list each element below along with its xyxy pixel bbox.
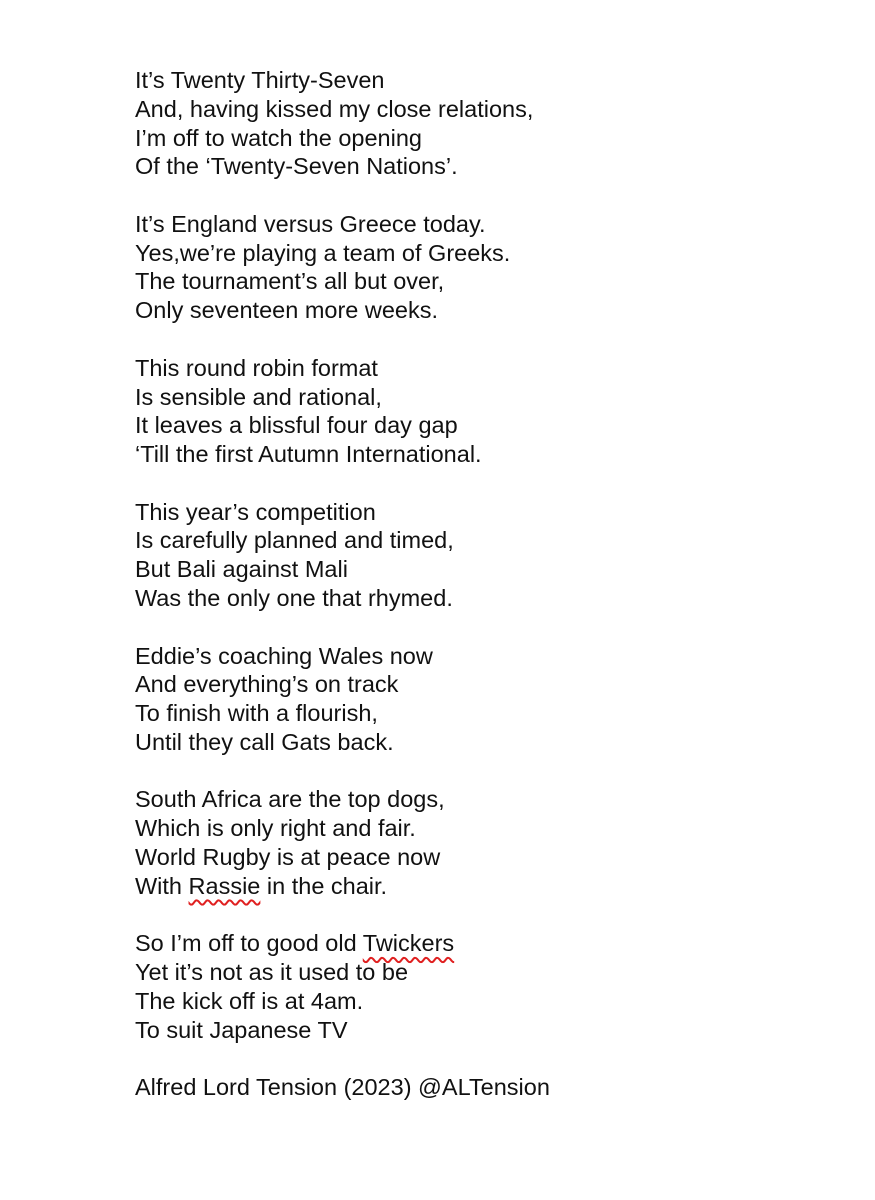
poem-line: This year’s competition bbox=[135, 498, 376, 525]
poem-line: Yet it’s not as it used to be bbox=[135, 959, 409, 986]
poem-line: To suit Japanese TV bbox=[135, 1016, 348, 1043]
stanza bbox=[135, 642, 835, 757]
poem-line: Is carefully planned and timed, bbox=[135, 527, 454, 554]
poem-line: And, having kissed my close relations, bbox=[135, 95, 534, 122]
poem-line: But Bali against Mali bbox=[135, 556, 348, 583]
poem-line: To finish with a flourish, bbox=[135, 700, 378, 727]
poem-line: It leaves a blissful four day gap bbox=[135, 412, 458, 439]
poem-line: ‘Till the first Autumn International. bbox=[135, 441, 482, 468]
poem-line: Eddie’s coaching Wales now bbox=[135, 642, 433, 669]
poem-line: South Africa are the top dogs, bbox=[135, 786, 445, 813]
poem-line: World Rugby is at peace now bbox=[135, 843, 441, 870]
stanza bbox=[135, 785, 835, 900]
poem-line: Was the only one that rhymed. bbox=[135, 585, 453, 612]
poem-line: It’s Twenty Thirty-Seven bbox=[135, 67, 385, 93]
poem-document bbox=[135, 66, 835, 1102]
stanza bbox=[135, 210, 835, 325]
poem-line: Of the ‘Twenty-Seven Nations’. bbox=[135, 153, 458, 180]
poem-line: Until they call Gats back. bbox=[135, 728, 394, 755]
poem-signature: Alfred Lord Tension (2023) @ALTension bbox=[135, 1074, 550, 1101]
stanza bbox=[135, 66, 835, 181]
stanza bbox=[135, 498, 835, 613]
spellcheck-flagged-word[interactable]: Rassie bbox=[188, 872, 261, 899]
poem-line: Yes,we’re playing a team of Greeks. bbox=[135, 239, 511, 266]
spellcheck-flagged-word[interactable]: Twickers bbox=[362, 930, 455, 957]
poem-line: The kick off is at 4am. bbox=[135, 987, 364, 1014]
poem-body bbox=[135, 66, 835, 1044]
poem-line: I’m off to watch the opening bbox=[135, 124, 422, 151]
poem-line: So I’m off to good old Twickers bbox=[135, 930, 455, 957]
poem-line: Which is only right and fair. bbox=[135, 815, 416, 842]
poem-line: The tournament’s all but over, bbox=[135, 268, 445, 295]
stanza bbox=[135, 354, 835, 469]
stanza bbox=[135, 929, 835, 1044]
poem-line: Only seventeen more weeks. bbox=[135, 297, 439, 324]
poem-line: And everything’s on track bbox=[135, 671, 399, 698]
poem-line: With Rassie in the chair. bbox=[135, 872, 388, 899]
poem-line: It’s England versus Greece today. bbox=[135, 210, 486, 237]
poem-line: This round robin format bbox=[135, 354, 378, 381]
poem-line: Is sensible and rational, bbox=[135, 383, 382, 410]
